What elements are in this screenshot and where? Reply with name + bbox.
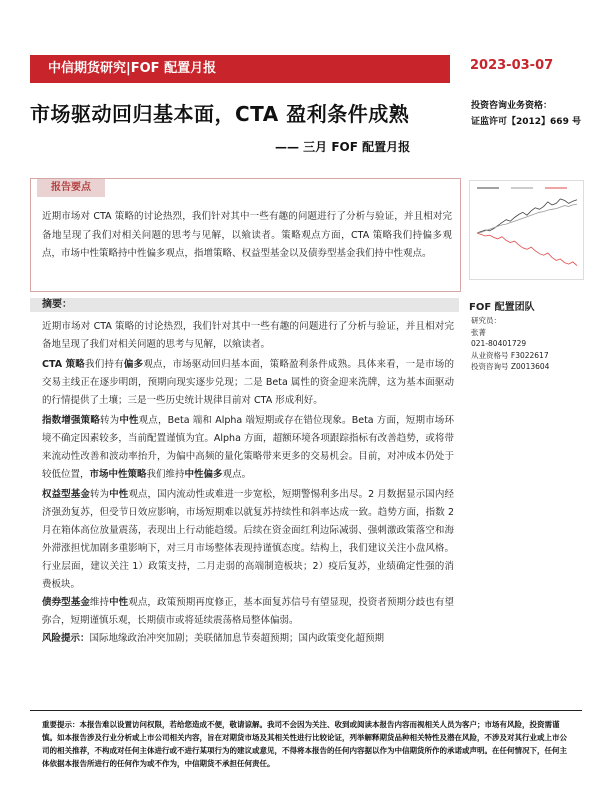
index-text2: 观点，Beta 端和 Alpha 端短期或存在错位现象。Beta 方面，短期市场环境不确定因素较多，当前配置谨慎为宜。Alpha 方面，超额环境各项跟踪指标有改善趋势，或将带来流动性改善和波动率抬升，为偏中高频的量化策略带来更多的交易机会。目前，对冲成本仍处于较低位置， [42,415,454,480]
abstract-header-bar [30,298,459,312]
qualification-line2: 证监许可【2012】669 号 [471,117,581,127]
team-name: FOF 配置团队 [469,302,535,313]
equity-term: 权益型基金 [42,489,90,500]
cta-text2: 观点，市场驱动回归基本面，策略盈利条件成熟。具体来看，一是市场的交易主线正在逐步明朗，预期向现实逐步兑现；二是 Beta 属性的资金迎来洗牌，这为基本面驱动的行情提供了土壤；三是一些历史统计规律目前对 CTA 形成利好。 [42,359,454,406]
equity-paragraph [42,486,454,594]
page-subtitle: —— 三月 FOF 配置月报 [275,140,411,154]
performance-chart [469,180,584,280]
footer-divider [30,710,582,711]
team-cert1: 从业资格号 F3022617 [471,350,549,360]
cta-term: CTA 策略 [42,359,86,370]
bond-text1: 维持 [89,597,110,608]
disclaimer-text: 重要提示：本报告难以设置访问权限，若给您造成不便，敬请谅解。我司不会因为关注、收到或阅读本报告内容而视相关人员为客户；市场有风险，投资需谨慎。如本报告涉及行业分析或上市公司相关内容，旨在对期货市场及其相关性进行比较论证，列举解释期货品种相关特性及潜在风险，不涉及对其行业或上市公司的相关推荐，不构成对任何主体进行或不进行某项行为的建议或意见，不得将本报告的任何内容据以作为中信期货所作的承诺或声明。在任何情况下，任何主体依据本报告所进行的任何作为或不作为，中信期货不承担任何责任。 [42,720,567,768]
team-person: 张菁 [471,327,486,337]
qualification-block [471,98,581,130]
page-title: 市场驱动回归基本面，CTA 盈利条件成熟 [30,102,410,126]
bond-text2: 观点，政策预期再度修正，基本面复苏信号有望显现，投资者预期分歧也有望弥合，短期谨慎乐观，长期债市或将延续震荡格局整体偏弱。 [42,597,454,626]
neutral-text2: 观点。 [222,469,252,480]
equity-text1: 转为 [89,489,110,500]
report-date: 2023-03-07 [470,58,554,73]
abstract-label: 摘要： [42,299,72,310]
neutral-text1: 我们维持 [146,469,185,480]
index-text1: 转为 [99,415,120,426]
cta-text1: 我们持有 [85,359,124,370]
bond-term: 债券型基金 [42,597,90,608]
risk-paragraph [42,630,454,648]
team-info [471,315,549,373]
equity-text2: 观点，国内流动性或难进一步宽松，短期警惕利多出尽。2 月数据显示国内经济强劲复苏，但受节日效应影响，市场短期难以就复苏持续性和斜率达成一致。趋势方面，指数 2 月在箱体高位放量震荡，表现出上行动能趋缓。后续在资金面红利边际减弱、强刺激政策落空和海外滞涨担忧加剧多重影响下，对三月市场整体表现持谨慎态度。结构上，我们建议关注小盘风格。行业层面，建议关注 1）政策支持，二月走弱的高端制造板块；2）疫后复苏，业绩确定性强的消费板块。 [42,489,454,590]
index-enhanced-paragraph [42,412,454,484]
bond-paragraph [42,594,454,630]
summary-text: 近期市场对 CTA 策略的讨论热烈，我们针对其中一些有趣的问题进行了分析与验证，并且相对完备地呈现了我们对相关问题的思考与见解，以飨读者。策略观点方面，CTA 策略我们持偏多观点，市场中性策略持中性偏多观点，指增策略、权益型基金以及债券型基金我们持中性观点。 [42,211,452,259]
neutral-term: 市场中性策略 [89,469,147,480]
cta-view: 偏多 [123,359,144,370]
risk-text: 国际地缘政治冲突加剧；美联储加息节奏超预期；国内政策变化超预期 [89,633,385,644]
abstract-intro: 近期市场对 CTA 策略的讨论热烈，我们针对其中一些有趣的问题进行了分析与验证，并且相对完备地呈现了我们对相关问题的思考与见解，以飨读者。 [42,321,454,350]
index-term: 指数增强策略 [42,415,100,426]
bond-view: 中性 [109,597,129,608]
brand-title: 中信期货研究|FOF 配置月报 [48,61,217,76]
cta-paragraph [42,356,454,410]
qualification-line1: 投资咨询业务资格： [471,101,553,111]
team-role: 研究员： [471,316,501,325]
summary-tag: 报告要点 [37,179,105,197]
index-view: 中性 [119,415,139,426]
team-cert2: 投资咨询号 Z0013604 [471,362,550,371]
equity-view: 中性 [109,489,129,500]
team-phone: 021-80401729 [471,339,527,348]
neutral-view: 中性偏多 [184,469,223,480]
risk-term: 风险提示： [42,633,90,644]
